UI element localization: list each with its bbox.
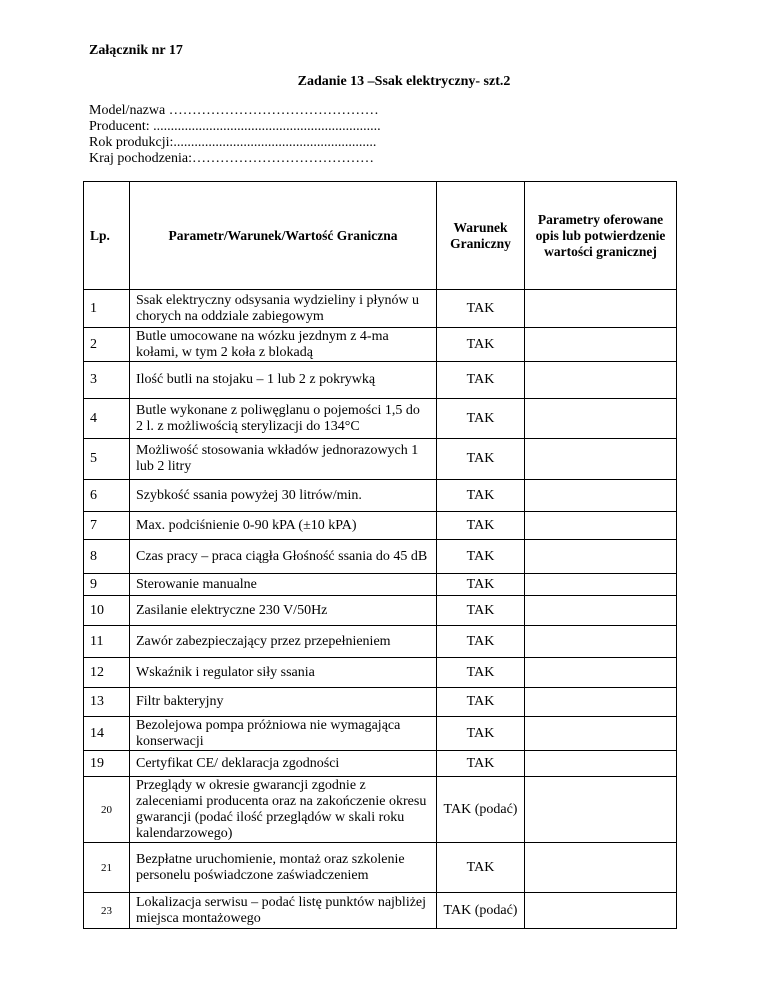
cell-lp: 19 — [84, 751, 130, 777]
spec-table — [83, 181, 677, 929]
cell-condition: TAK — [437, 751, 525, 777]
meta-model: Model/nazwa ……………………………………… — [89, 103, 379, 118]
col-header-offered: Parametry oferowane opis lub potwierdzenie wartości granicznej — [525, 182, 677, 290]
cell-offered[interactable] — [525, 717, 677, 751]
cell-offered[interactable] — [525, 540, 677, 574]
col-header-param: Parametr/Warunek/Wartość Graniczna — [130, 182, 437, 290]
cell-param: Czas pracy – praca ciągła Głośność ssania do 45 dB — [130, 540, 437, 574]
table-row — [84, 399, 677, 439]
cell-lp: 2 — [84, 328, 130, 362]
table-row — [84, 626, 677, 658]
meta-country: Kraj pochodzenia:………………………………… — [89, 151, 375, 166]
cell-param: Możliwość stosowania wkładów jednorazowych 1 lub 2 litry — [130, 439, 437, 480]
task-title: Zadanie 13 –Ssak elektryczny- szt.2 — [297, 74, 511, 89]
cell-lp: 23 — [84, 893, 130, 929]
cell-param: Certyfikat CE/ deklaracja zgodności — [130, 751, 437, 777]
table-row — [84, 512, 677, 540]
cell-param: Szybkość ssania powyżej 30 litrów/min. — [130, 480, 437, 512]
cell-offered[interactable] — [525, 893, 677, 929]
cell-lp: 13 — [84, 688, 130, 717]
cell-offered[interactable] — [525, 596, 677, 626]
cell-lp: 1 — [84, 290, 130, 328]
cell-lp: 7 — [84, 512, 130, 540]
cell-param: Bezpłatne uruchomienie, montaż oraz szkolenie personelu poświadczone zaświadczeniem — [130, 843, 437, 893]
cell-condition: TAK (podać) — [437, 893, 525, 929]
cell-condition: TAK — [437, 290, 525, 328]
cell-condition: TAK (podać) — [437, 777, 525, 843]
cell-param: Wskaźnik i regulator siły ssania — [130, 658, 437, 688]
table-row — [84, 751, 677, 777]
cell-lp: 6 — [84, 480, 130, 512]
cell-param: Sterowanie manualne — [130, 574, 437, 596]
cell-offered[interactable] — [525, 658, 677, 688]
cell-condition: TAK — [437, 362, 525, 399]
table-row — [84, 688, 677, 717]
cell-offered[interactable] — [525, 399, 677, 439]
cell-offered[interactable] — [525, 362, 677, 399]
col-header-condition: Warunek Graniczny — [437, 182, 525, 290]
cell-offered[interactable] — [525, 777, 677, 843]
cell-lp: 21 — [84, 843, 130, 893]
cell-lp: 11 — [84, 626, 130, 658]
cell-lp: 14 — [84, 717, 130, 751]
cell-condition: TAK — [437, 574, 525, 596]
cell-param: Zawór zabezpieczający przez przepełnieniem — [130, 626, 437, 658]
meta-year: Rok produkcji:.......................................................... — [89, 135, 377, 150]
cell-condition: TAK — [437, 512, 525, 540]
cell-param: Butle umocowane na wózku jezdnym z 4-ma kołami, w tym 2 koła z blokadą — [130, 328, 437, 362]
table-row — [84, 540, 677, 574]
cell-condition: TAK — [437, 480, 525, 512]
cell-lp: 3 — [84, 362, 130, 399]
table-row — [84, 480, 677, 512]
cell-offered[interactable] — [525, 751, 677, 777]
table-row — [84, 362, 677, 399]
cell-lp: 5 — [84, 439, 130, 480]
table-row — [84, 574, 677, 596]
cell-lp: 10 — [84, 596, 130, 626]
cell-lp: 20 — [84, 777, 130, 843]
cell-lp: 12 — [84, 658, 130, 688]
cell-offered[interactable] — [525, 480, 677, 512]
cell-param: Filtr bakteryjny — [130, 688, 437, 717]
table-row — [84, 717, 677, 751]
cell-param: Lokalizacja serwisu – podać listę punktów najbliżej miejsca montażowego — [130, 893, 437, 929]
table-row — [84, 658, 677, 688]
table-row — [84, 328, 677, 362]
cell-param: Ilość butli na stojaku – 1 lub 2 z pokrywką — [130, 362, 437, 399]
cell-param: Przeglądy w okresie gwarancji zgodnie z zaleceniami producenta oraz na zakończenie okresu gwarancji (podać ilość przeglądów w skali roku kalendarzowego) — [130, 777, 437, 843]
cell-offered[interactable] — [525, 574, 677, 596]
table-row — [84, 777, 677, 843]
table-row — [84, 893, 677, 929]
cell-condition: TAK — [437, 540, 525, 574]
cell-param: Ssak elektryczny odsysania wydzieliny i płynów u chorych na oddziale zabiegowym — [130, 290, 437, 328]
table-row — [84, 439, 677, 480]
table-row — [84, 843, 677, 893]
table-row — [84, 596, 677, 626]
cell-condition: TAK — [437, 626, 525, 658]
cell-offered[interactable] — [525, 843, 677, 893]
product-meta — [89, 103, 381, 167]
cell-condition: TAK — [437, 658, 525, 688]
table-row — [84, 290, 677, 328]
cell-offered[interactable] — [525, 626, 677, 658]
attachment-label: Załącznik nr 17 — [89, 43, 183, 58]
cell-condition: TAK — [437, 399, 525, 439]
cell-offered[interactable] — [525, 290, 677, 328]
cell-condition: TAK — [437, 717, 525, 751]
cell-lp: 9 — [84, 574, 130, 596]
col-header-lp: Lp. — [84, 182, 130, 290]
cell-param: Max. podciśnienie 0-90 kPA (±10 kPA) — [130, 512, 437, 540]
cell-condition: TAK — [437, 439, 525, 480]
cell-condition: TAK — [437, 596, 525, 626]
cell-param: Zasilanie elektryczne 230 V/50Hz — [130, 596, 437, 626]
cell-condition: TAK — [437, 843, 525, 893]
cell-offered[interactable] — [525, 439, 677, 480]
cell-offered[interactable] — [525, 328, 677, 362]
cell-lp: 4 — [84, 399, 130, 439]
table-header-row — [84, 182, 677, 290]
cell-offered[interactable] — [525, 512, 677, 540]
meta-producer: Producent: ................................................................. — [89, 119, 381, 134]
cell-condition: TAK — [437, 328, 525, 362]
cell-param: Butle wykonane z poliwęglanu o pojemości 1,5 do 2 l. z możliwością sterylizacji do 134°C — [130, 399, 437, 439]
cell-param: Bezolejowa pompa próżniowa nie wymagająca konserwacji — [130, 717, 437, 751]
cell-lp: 8 — [84, 540, 130, 574]
cell-condition: TAK — [437, 688, 525, 717]
cell-offered[interactable] — [525, 688, 677, 717]
